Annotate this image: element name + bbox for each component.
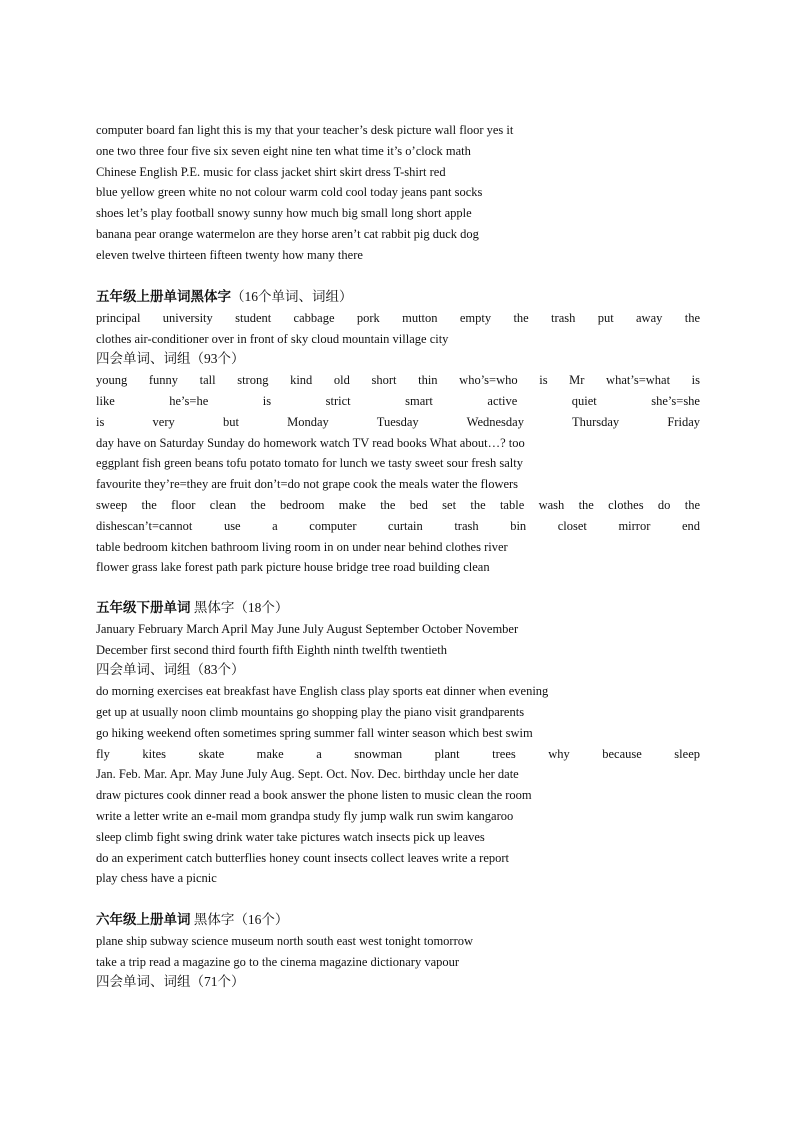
word-line: like he’s=he is strict smart active quiet she’s=she [96, 393, 700, 408]
grade5-upper-section [96, 287, 700, 578]
word-line: sweep the floor clean the bedroom make the bed set the table wash the clothes do the [96, 497, 700, 512]
word-line: Chinese English P.E. music for class jacket shirt skirt dress T-shirt red [96, 164, 446, 179]
heading-count-text: 黑体字（18个） [190, 600, 289, 615]
word-line: sleep climb fight swing drink water take pictures watch insects pick up leaves [96, 829, 485, 844]
bold-word-line: principal university student cabbage pork mutton empty the trash put away the [96, 310, 700, 325]
bold-word-line: December first second third fourth fifth Eighth ninth twelfth twentieth [96, 642, 447, 657]
word-line: Jan. Feb. Mar. Apr. May June July Aug. Sept. Oct. Nov. Dec. birthday uncle her date [96, 767, 519, 782]
word-line: draw pictures cook dinner read a book answer the phone listen to music clean the room [96, 788, 532, 803]
subheading: 四会单词、词组（83个） [96, 662, 245, 678]
grade5-lower-section [96, 598, 700, 889]
grade4-word-list [96, 120, 700, 266]
bold-word-line: clothes air-conditioner over in front of sky cloud mountain village city [96, 331, 449, 346]
section-heading [96, 598, 700, 619]
section-heading [96, 910, 700, 931]
word-line: flower grass lake forest path park picture house bridge tree road building clean [96, 560, 490, 575]
word-line: eleven twelve thirteen fifteen twenty how many there [96, 247, 363, 262]
word-line: blue yellow green white no not colour warm cold cool today jeans pant socks [96, 185, 483, 200]
word-line: favourite they’re=they are fruit don’t=do not grape cook the meals water the flowers [96, 477, 519, 492]
heading-count-text: （16个单词、词组） [231, 289, 353, 304]
word-line: young funny tall strong kind old short thin who’s=who is Mr what’s=what is [96, 373, 700, 388]
word-line: computer board fan light this is my that your teacher’s desk picture wall floor yes it [96, 123, 514, 137]
word-line: is very but Monday Tuesday Wednesday Thursday Friday [96, 414, 700, 429]
bold-word-line: take a trip read a magazine go to the cinema magazine dictionary vapour [96, 954, 460, 969]
word-line: do an experiment catch butterflies honey count insects collect leaves write a report [96, 850, 510, 865]
word-line: table bedroom kitchen bathroom living room in on under near behind clothes river [96, 539, 508, 554]
word-line: fly kites skate make a snowman plant trees why because sleep [96, 746, 700, 761]
word-line: day have on Saturday Sunday do homework watch TV read books What about…? too [96, 435, 525, 450]
word-line: play chess have a picnic [96, 871, 217, 886]
word-line: write a letter write an e-mail mom grandpa study fly jump walk run swim kangaroo [96, 808, 514, 823]
word-line: dishescan’t=cannot use a computer curtain trash bin closet mirror end [96, 518, 700, 533]
word-line: one two three four five six seven eight nine ten what time it’s o’clock math [96, 143, 471, 158]
heading-bold-text: 五年级上册单词黑体字 [96, 289, 231, 304]
bold-word-line: plane ship subway science museum north south east west tonight tomorrow [96, 933, 474, 948]
subheading: 四会单词、词组（71个） [96, 974, 245, 990]
heading-count-text: 黑体字（16个） [190, 912, 289, 927]
word-line: banana pear orange watermelon are they horse aren’t cat rabbit pig duck dog [96, 226, 479, 241]
word-line: shoes let’s play football snowy sunny how much big small long short apple [96, 206, 472, 221]
heading-bold-text: 五年级下册单词 [96, 600, 191, 615]
word-line: get up at usually noon climb mountains go shopping play the piano visit grandparents [96, 704, 525, 719]
section-heading [96, 287, 700, 308]
bold-word-line: January February March April May June July August September October November [96, 621, 519, 636]
grade6-upper-section [96, 910, 700, 993]
heading-bold-text: 六年级上册单词 [96, 912, 191, 927]
subheading: 四会单词、词组（93个） [96, 351, 245, 367]
word-line: go hiking weekend often sometimes spring summer fall winter season which best swim [96, 725, 533, 740]
word-line: do morning exercises eat breakfast have English class play sports eat dinner when evening [96, 684, 549, 699]
word-line: eggplant fish green beans tofu potato tomato for lunch we tasty sweet sour fresh salty [96, 456, 523, 471]
